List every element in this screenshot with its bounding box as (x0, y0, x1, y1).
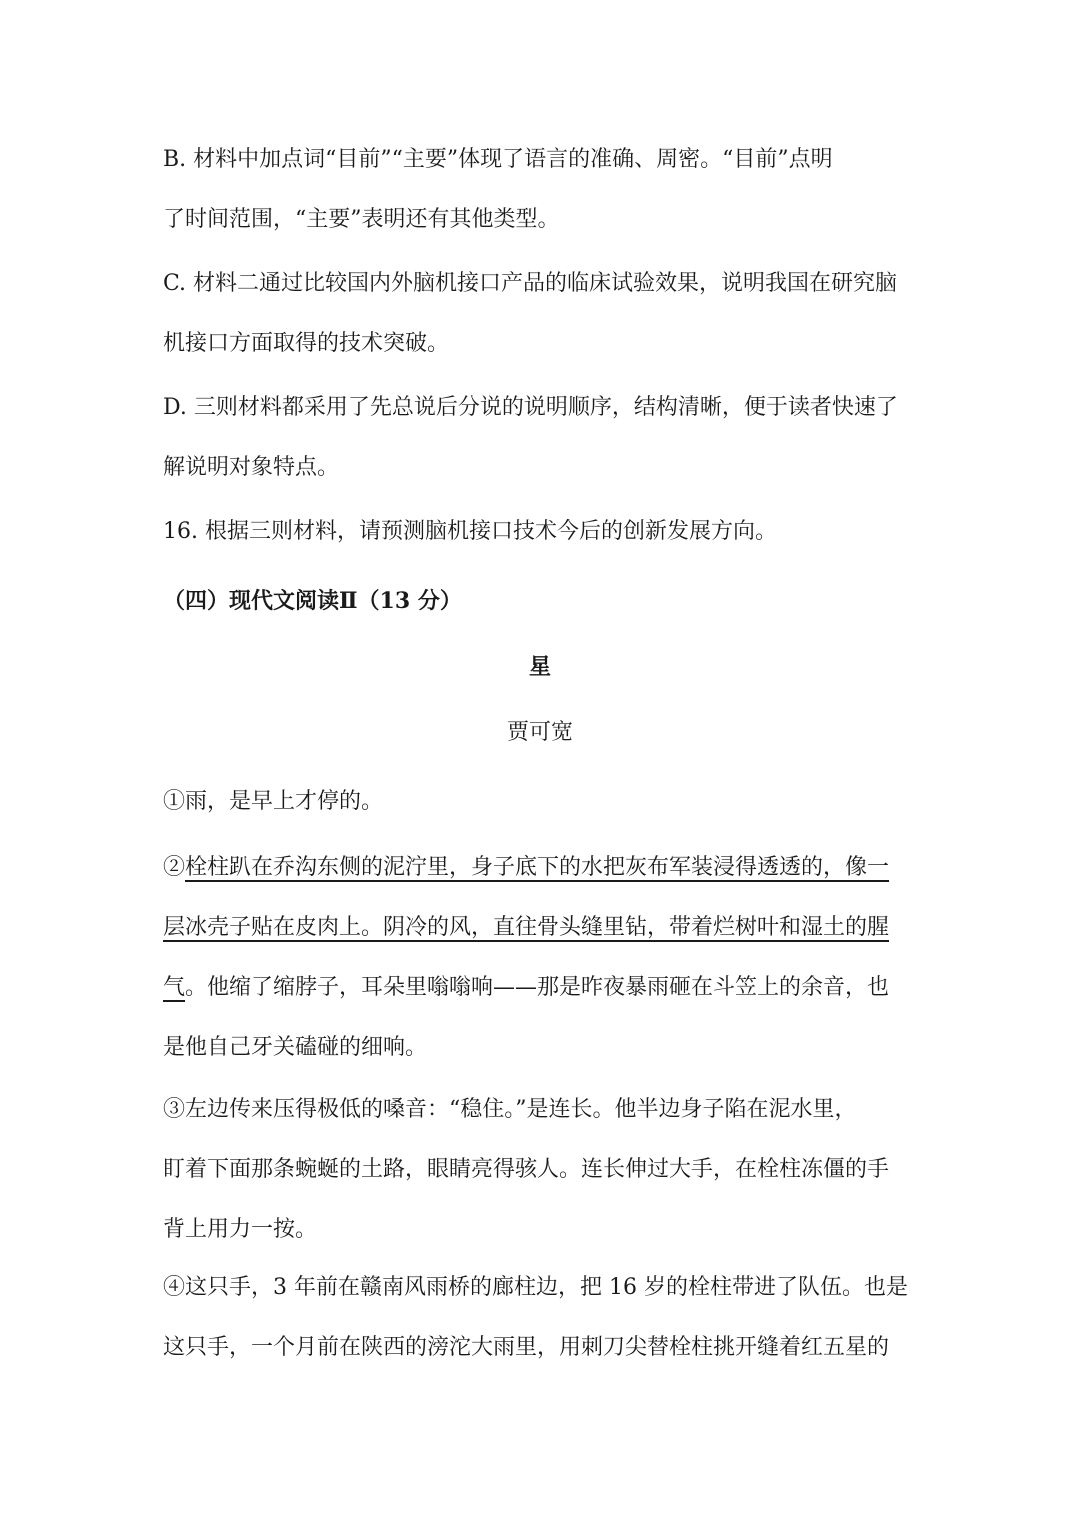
option-d-line-1: D. 三则材料都采用了先总说后分说的说明顺序，结构清晰，便于读者快速了 (163, 395, 898, 420)
paragraph-2-underlined-2: 层冰壳子贴在皮肉上。阴冷的风，直往骨头缝里钻，带着烂树叶和湿土的腥 (163, 915, 890, 940)
paragraph-2-line-1 (163, 838, 919, 898)
paragraph-2-line-2 (163, 898, 919, 958)
paragraph-3-line-3: 背上用力一按。 (163, 1217, 318, 1242)
paragraph-1 (163, 772, 919, 832)
paragraph-1-line-1: ①雨，是早上才停的。 (163, 789, 384, 814)
article-author: 贾可宽 (506, 720, 573, 745)
paragraph-4-line-1: ④这只手，3 年前在赣南风雨桥的廊柱边，把 16 岁的栓柱带进了队伍。也是 (163, 1275, 908, 1300)
paragraph-2-line-3 (163, 958, 919, 1018)
paragraph-4 (163, 1258, 919, 1378)
section-heading: （四）现代文阅读Ⅱ（13 分） (163, 588, 462, 614)
option-b-line-2: 了时间范围，“主要”表明还有其他类型。 (163, 207, 560, 232)
paragraph-2-marker: ② (163, 855, 186, 880)
option-d-line-2: 解说明对象特点。 (163, 455, 340, 480)
paragraph-3-line-2: 盯着下面那条蜿蜒的土路，眼睛亮得骇人。连长伸过大手，在栓柱冻僵的手 (163, 1157, 890, 1182)
option-c-line-1: C. 材料二通过比较国内外脑机接口产品的临床试验效果，说明我国在研究脑 (163, 271, 898, 296)
question-16-text: 16. 根据三则材料，请预测脑机接口技术今后的创新发展方向。 (163, 519, 777, 544)
question-16 (163, 502, 919, 562)
paragraph-2 (163, 838, 919, 1078)
paragraph-2-underlined-1: 栓柱趴在乔沟东侧的泥泞里，身子底下的水把灰布军装浸得透透的，像一 (185, 855, 890, 880)
paragraph-3-line-1: ③左边传来压得极低的嗓音：“稳住。”是连长。他半边身子陷在泥水里， (163, 1097, 857, 1122)
paragraph-3 (163, 1080, 919, 1260)
option-c (163, 254, 919, 374)
paragraph-2-underlined-3: 气 (163, 975, 186, 1000)
paragraph-2-line-3-rest: 。他缩了缩脖子，耳朵里嗡嗡响——那是昨夜暴雨砸在斗笠上的余音，也 (185, 975, 890, 1000)
article-title: 星 (528, 654, 551, 680)
option-c-line-2: 机接口方面取得的技术突破。 (163, 331, 450, 356)
option-b (163, 130, 919, 250)
option-d (163, 378, 919, 498)
paragraph-4-line-2: 这只手，一个月前在陕西的滂沱大雨里，用刺刀尖替栓柱挑开缝着红五星的 (163, 1335, 890, 1360)
option-b-line-1: B. 材料中加点词“目前”“主要”体现了语言的准确、周密。“目前”点明 (163, 147, 833, 172)
paragraph-2-line-4: 是他自己牙关磕碰的细响。 (163, 1035, 428, 1060)
